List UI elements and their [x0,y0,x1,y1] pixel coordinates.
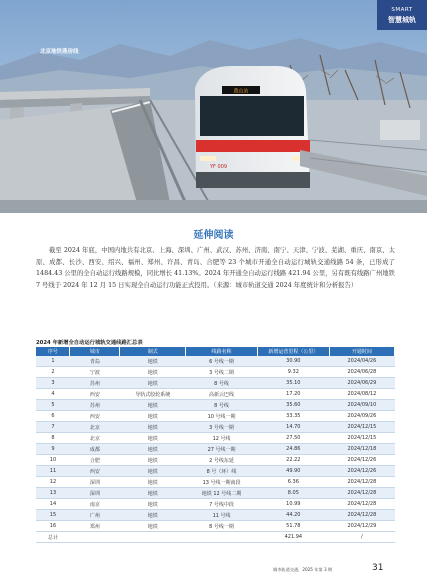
section-tag-en: SMART [391,7,413,13]
table-row [36,488,395,499]
table-cell: 北京 [70,433,120,444]
svg-text:北京: 北京 [236,141,250,149]
table-cell: 12 [36,477,70,488]
table-body [36,356,395,543]
table-cell: 24.86 [257,444,329,455]
table-cell: 地铁 [120,455,186,466]
table-cell: 6.36 [257,477,329,488]
table-row [36,378,395,389]
table-cell: 2024/12/15 [329,433,394,444]
table-cell: 2024/08/12 [329,389,394,400]
journal-name: 城市轨道交通，2025 年第 3 期 [273,567,333,572]
table-row [36,521,395,532]
table-cell: 6 号线一期 [186,356,258,367]
table-cell: 2024/12/28 [329,510,394,521]
header-date: 开通时间 [329,347,394,356]
table-cell: 北京 [70,422,120,433]
table-cell: 33.35 [257,411,329,422]
table-cell [70,532,120,543]
article-paragraph: 截至 2024 年底，中国内地共有北京、上海、深圳、广州、武汉、苏州、济南、南宁、天津、宁波、芜湖、重庆、南京、太原、成都、长沙、西安、绍兴、福州、郑州、许昌、青岛、合肥等 23 个城市开通全自动运行城轨交通线路 54 条，已形成了 1484.43 公里的全自动运行线路规模，同比增长 41.13%。2024 年开通全自动运行线路 421.94 公里，另有既有线路广州地铁 7 号线于 2024 年 12 月 15 日实现全自动运行功能正式投用。（来源：城市轨道交通 2024 年度统计和分析报告） [36,247,395,289]
table-row [36,400,395,411]
table-cell: 2024/12/26 [329,455,394,466]
table-cell: 地铁 12 号线二期 [186,488,258,499]
table-cell [186,532,258,543]
table-cell: 3 号线一期 [186,422,258,433]
page-footer [0,559,427,579]
table-cell: 2024/09/10 [329,400,394,411]
table-cell: 9 [36,444,70,455]
table-cell: 2024/12/28 [329,488,394,499]
table-cell: 2024/12/15 [329,422,394,433]
table-row [36,433,395,444]
table-cell: 2024/06/28 [329,367,394,378]
table-row [36,455,395,466]
table-cell: 2024/04/26 [329,356,394,367]
table-cell: 10 [36,455,70,466]
table-cell: 9.32 [257,367,329,378]
table-title: 2024 年新增全自动运行城轨交通线路汇总表 [36,340,143,346]
table-cell: 2024/12/29 [329,521,394,532]
table-cell: 44.20 [257,510,329,521]
table-cell: / [329,532,394,543]
cover-photo [0,0,427,213]
table-cell: 2024/12/26 [329,466,394,477]
table-cell: 11 [36,466,70,477]
table-cell: 西安 [70,389,120,400]
table-cell: 地铁 [120,367,186,378]
table-cell: 5 [36,400,70,411]
table-cell: 3 [36,378,70,389]
table-row [36,510,395,521]
metro-train-photo [0,0,427,213]
table-cell: 地铁 [120,477,186,488]
table-row [36,356,395,367]
table-row [36,389,395,400]
table-cell: 27.50 [257,433,329,444]
table-cell: 2 号线东延 [186,455,258,466]
header-system: 制式 [120,347,186,356]
table-cell: 8 [36,433,70,444]
new-lines-table [36,347,395,543]
table-cell: 高新云巴线 [186,389,258,400]
table-cell: 总计 [36,532,70,543]
table-cell: 10 号线一期 [186,411,258,422]
table-cell: 地铁 [120,499,186,510]
table-cell: 西安 [70,411,120,422]
table-cell: 12 号线 [186,433,258,444]
table-cell: 15 [36,510,70,521]
table-cell: 深圳 [70,488,120,499]
table-cell: 地铁 [120,510,186,521]
train-destination-sign: 燕山站 [233,88,249,95]
table-cell: 2024/06/29 [329,378,394,389]
table-cell: 合肥 [70,455,120,466]
table-cell: 深圳 [70,477,120,488]
table-cell: 南京 [70,499,120,510]
table-cell: 广州 [70,510,120,521]
table-cell: 郑州 [70,521,120,532]
table-cell [120,532,186,543]
table-cell: 宁波 [70,367,120,378]
header-city: 城市 [70,347,120,356]
table-cell: 青岛 [70,356,120,367]
photo-caption: 北京地铁燕房线 [40,49,79,55]
table-cell: 35.10 [257,378,329,389]
table-cell: 地铁 [120,466,186,477]
table-cell: 4 [36,389,70,400]
table-cell: 地铁 [120,400,186,411]
table-row [36,444,395,455]
table-cell: 地铁 [120,433,186,444]
table-cell: 苏州 [70,400,120,411]
table-cell: 成都 [70,444,120,455]
table-cell: 导轨式胶轮系统 [120,389,186,400]
table-cell: 地铁 [120,378,186,389]
table-cell: 2024/12/28 [329,477,394,488]
table-row [36,411,395,422]
table-cell: 8.05 [257,488,329,499]
table-cell: 14 [36,499,70,510]
table-cell: 30.90 [257,356,329,367]
table-cell: 地铁 [120,521,186,532]
table-cell: 13 [36,488,70,499]
table-row [36,477,395,488]
table-cell: 22.22 [257,455,329,466]
header-index: 序号 [36,347,70,356]
table-cell: 51.78 [257,521,329,532]
table-cell: 10.99 [257,499,329,510]
table-cell: 3 号线二期 [186,367,258,378]
table-total-row [36,532,395,543]
table-cell: 49.90 [257,466,329,477]
table-row [36,367,395,378]
table-cell: 16 [36,521,70,532]
table-cell: 6 [36,411,70,422]
page-number: 31 [372,563,384,573]
table-cell: 地铁 [120,444,186,455]
table-cell: 1 [36,356,70,367]
table-row [36,422,395,433]
table-cell: 27 号线一期 [186,444,258,455]
table-cell: 421.94 [257,532,329,543]
table-row [36,499,395,510]
table-cell: 7 号线中段 [186,499,258,510]
table-cell: 8 号线 [186,378,258,389]
table-cell: 14.70 [257,422,329,433]
table-cell: 苏州 [70,378,120,389]
table-cell: 11 号线 [186,510,258,521]
table-cell: 13 号线一期南段 [186,477,258,488]
table-cell: 8 号（环）线 [186,466,258,477]
table-cell: 地铁 [120,411,186,422]
table-cell: 地铁 [120,488,186,499]
table-cell: 2024/12/18 [329,444,394,455]
section-tag-cn: 智慧城轨 [388,16,416,24]
table-cell: 地铁 [120,422,186,433]
table-cell: 17.20 [257,389,329,400]
section-tag [377,0,427,30]
table-cell: 2024/12/28 [329,499,394,510]
section-title: 延伸阅读 [193,230,234,241]
table-cell: 西安 [70,466,120,477]
table-cell: 8 号线一期 [186,521,258,532]
table-header-row [36,347,395,356]
train-number: YF 009 [210,164,228,170]
table-cell: 7 [36,422,70,433]
table-cell: 2 [36,367,70,378]
header-mileage: 新增运营里程（公里） [257,347,329,356]
table-cell: 地铁 [120,356,186,367]
table-cell: 2024/09/26 [329,411,394,422]
table-row [36,466,395,477]
header-line: 线路名称 [186,347,258,356]
table-cell: 35.60 [257,400,329,411]
table-cell: 8 号线 [186,400,258,411]
